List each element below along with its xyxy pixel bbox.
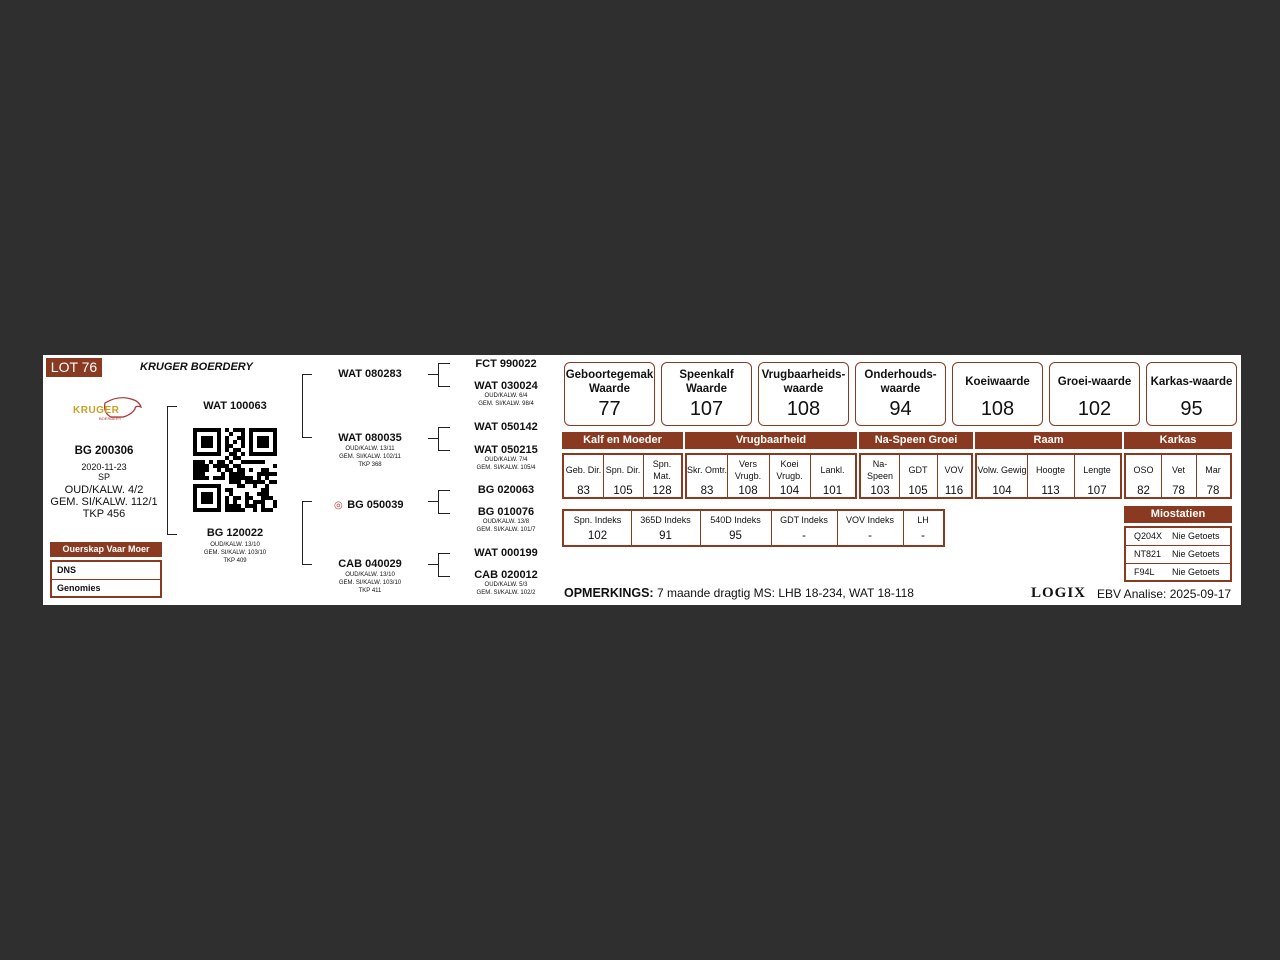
ddd-oud-kalw: OUD/KALW. 5/3 <box>484 582 528 588</box>
ownership-header: Ouerskap Vaar Moer <box>50 542 162 557</box>
animal-oud-kalw: OUD/KALW. 4/2 <box>64 484 144 496</box>
sds-name: WAT 050142 <box>474 421 538 433</box>
index-header: 540D Indeks <box>710 515 761 525</box>
ssd-gem: GEM. SI/KALW. 98/4 <box>478 401 534 407</box>
ds-name: BG 050039 <box>347 499 404 511</box>
section-na-speen: Na-Speen Groei <box>859 432 973 449</box>
trait-header: Lengte <box>1083 465 1111 475</box>
trait-header: Skr. Omtr. <box>687 465 728 475</box>
trait-value: 104 <box>779 485 800 497</box>
sdd-oud-kalw: OUD/KALW. 7/4 <box>484 457 528 463</box>
ownership-row-genomics: Genomies <box>57 583 101 593</box>
animal-tkp: TKP 456 <box>82 508 126 520</box>
sdd-gem: GEM. SI/KALW. 105/4 <box>476 465 536 471</box>
ebv-value: 108 <box>980 398 1015 420</box>
trait-header: VOV <box>944 465 964 475</box>
sd-tkp: TKP 368 <box>358 462 382 468</box>
logo-name: KRUGER <box>73 405 120 416</box>
myostatin-result: Nie Getoets <box>1172 531 1220 541</box>
animal-gem: GEM. SI/KALW. 112/1 <box>50 496 158 508</box>
ebv-label: Groei-waarde <box>1057 376 1132 388</box>
animal-id: BG 200306 <box>74 445 134 457</box>
section-vrugbaarheid: Vrugbaarheid <box>685 432 857 449</box>
group-karkas <box>1124 453 1232 499</box>
dd-name: CAB 040029 <box>338 558 402 570</box>
dd-block <box>320 558 420 595</box>
trait-header: GDT <box>908 465 928 475</box>
remarks-text: 7 maande dragtig MS: LHB 18-234, WAT 18-118 <box>656 586 914 600</box>
ebv-card-koeiwaarde <box>952 362 1043 426</box>
index-value: 91 <box>659 530 672 542</box>
ebv-value: 108 <box>786 398 821 420</box>
lot-badge: LOT 76 <box>46 358 102 377</box>
myostatin-result: Nie Getoets <box>1172 549 1220 559</box>
index-header: 365D Indeks <box>640 515 691 525</box>
dam-gem: GEM. SI/KALW. 103/10 <box>203 550 267 556</box>
sd-name: WAT 080035 <box>338 432 402 444</box>
trait-header: Geb. Dir. <box>565 465 602 475</box>
index-header: VOV Indeks <box>845 515 895 525</box>
dd-tkp: TKP 411 <box>358 588 382 594</box>
index-header: GDT Indeks <box>780 515 828 525</box>
ebv-label: Karkas-waarde <box>1150 376 1233 388</box>
trait-header: Na-Speen <box>866 459 894 481</box>
sdd-name: WAT 050215 <box>474 444 538 456</box>
ownership-row-dns: DNS <box>52 562 160 580</box>
group-vrugbaarheid <box>685 453 857 499</box>
ddd-name: CAB 020012 <box>474 569 538 581</box>
trait-value: 108 <box>738 485 758 497</box>
index-table <box>562 509 945 547</box>
trait-header: Koei Vrugb. <box>776 459 803 481</box>
trait-value: 103 <box>870 485 890 497</box>
ebv-label: Koeiwaarde <box>965 376 1030 388</box>
ddd-block <box>456 569 556 597</box>
dsd-name: BG 010076 <box>477 506 535 518</box>
dsd-gem: GEM. SI/KALW. 101/7 <box>476 527 536 533</box>
ssd-oud-kalw: OUD/KALW. 6/4 <box>484 393 528 399</box>
dam-block <box>185 527 285 565</box>
section-kalf-moeder: Kalf en Moeder <box>562 432 683 449</box>
dd-gem: GEM. SI/KALW. 103/10 <box>338 580 402 586</box>
trait-header: Spn. Dir. <box>605 465 641 475</box>
section-raam: Raam <box>975 432 1122 449</box>
trait-header: OSO <box>1133 465 1154 475</box>
trait-value: 78 <box>1206 485 1220 497</box>
ebv-card-groei <box>1049 362 1140 426</box>
animal-info <box>43 445 165 520</box>
trait-value: 105 <box>613 485 633 497</box>
ebv-label: Geboortegemak Waarde <box>565 369 654 395</box>
trait-header: Spn. Mat. <box>652 459 672 481</box>
myostatin-table <box>1124 526 1232 582</box>
ds-block <box>334 495 403 513</box>
ebv-label: Onderhouds-waarde <box>864 369 937 395</box>
dsd-oud-kalw: OUD/KALW. 13/8 <box>482 519 530 525</box>
target-icon: ◎ <box>334 500 343 511</box>
animal-type: SP <box>97 472 110 482</box>
trait-header: Volw. Gewig <box>977 465 1027 475</box>
farm-name: KRUGER BOERDERY <box>140 361 253 373</box>
dss-name: BG 020063 <box>477 484 535 496</box>
ebv-card-karkas <box>1146 362 1237 426</box>
sd-oud-kalw: OUD/KALW. 13/11 <box>345 446 395 452</box>
group-na-speen <box>859 453 973 499</box>
trait-value: 83 <box>700 485 714 497</box>
index-value: - <box>921 530 925 542</box>
group-raam <box>975 453 1122 499</box>
trait-value: 113 <box>1041 485 1060 497</box>
ebv-analysis-date: EBV Analise: 2025-09-17 <box>1097 587 1232 601</box>
trait-header: Vet <box>1171 465 1185 475</box>
trait-value: 104 <box>992 485 1012 497</box>
ssd-block <box>456 380 556 408</box>
animal-dob: 2020-11-23 <box>81 462 127 472</box>
dam-tkp: TKP 409 <box>223 558 247 564</box>
ebv-value: 107 <box>689 398 724 420</box>
index-value: 102 <box>587 530 608 542</box>
index-header: Spn. Indeks <box>573 515 622 525</box>
trait-value: 101 <box>822 485 843 497</box>
ebv-card-onderhoud <box>855 362 946 426</box>
trait-value: 107 <box>1087 485 1107 497</box>
ebv-label: Vrugbaarheids-waarde <box>761 369 846 395</box>
sd-block <box>320 432 420 469</box>
myostatin-code: Q204X <box>1134 531 1163 541</box>
dds-name: WAT 000199 <box>474 547 538 559</box>
ss-name: WAT 080283 <box>338 368 402 380</box>
ssd-name: WAT 030024 <box>474 380 538 392</box>
myostatin-row <box>1126 528 1230 546</box>
ownership-table <box>50 560 162 598</box>
trait-header: Lankl. <box>820 465 845 475</box>
section-karkas: Karkas <box>1124 432 1232 449</box>
myostatin-code: F94L <box>1134 567 1155 577</box>
trait-value: 78 <box>1172 485 1185 497</box>
ebv-value: 102 <box>1077 398 1112 420</box>
myostatin-row <box>1126 546 1230 564</box>
dam-oud-kalw: OUD/KALW. 13/10 <box>210 542 260 548</box>
dd-oud-kalw: OUD/KALW. 13/10 <box>345 572 395 578</box>
myostatin-row <box>1126 564 1230 581</box>
myostatin-header: Miostatien <box>1124 506 1232 523</box>
trait-header: Mar <box>1205 465 1221 475</box>
group-kalf-moeder <box>562 453 683 499</box>
index-value: 95 <box>729 530 742 542</box>
ebv-card-speenkalf <box>661 362 752 426</box>
ebv-value: 77 <box>598 398 621 420</box>
index-value: - <box>868 530 872 542</box>
myostatin-result: Nie Getoets <box>1172 567 1220 577</box>
trait-value: 82 <box>1137 485 1150 497</box>
sdd-block <box>456 444 556 472</box>
ebv-label: Speenkalf Waarde <box>679 369 734 395</box>
logix-logo: LOGIX <box>1031 585 1087 601</box>
trait-value: 116 <box>944 485 964 497</box>
sss-name: FCT 990022 <box>475 358 537 370</box>
ebv-value: 95 <box>1180 398 1203 420</box>
dsd-block <box>456 506 556 534</box>
sd-gem: GEM. SI/KALW. 102/11 <box>339 454 401 460</box>
trait-value: 105 <box>908 485 928 497</box>
trait-value: 83 <box>577 485 590 497</box>
trait-value: 128 <box>652 485 672 497</box>
remarks <box>564 586 914 600</box>
dam-name: BG 120022 <box>206 527 264 539</box>
ddd-gem: GEM. SI/KALW. 102/2 <box>476 590 536 596</box>
trait-header: Vers Vrugb. <box>734 459 762 481</box>
qr-code-icon <box>193 428 277 512</box>
lot-card <box>43 355 1241 605</box>
logo-sub: BOERDERY <box>99 416 122 421</box>
myostatin-code: NT821 <box>1134 549 1162 559</box>
index-header: LH <box>917 515 929 525</box>
remarks-label: OPMERKINGS: <box>564 586 654 600</box>
ebv-card-vrugbaarheid <box>758 362 849 426</box>
index-value: - <box>802 530 806 542</box>
sire-name: WAT 100063 <box>203 400 267 412</box>
ebv-value: 94 <box>889 398 912 420</box>
ebv-card-geboortegemak <box>564 362 655 426</box>
trait-header: Hoogte <box>1035 465 1066 475</box>
